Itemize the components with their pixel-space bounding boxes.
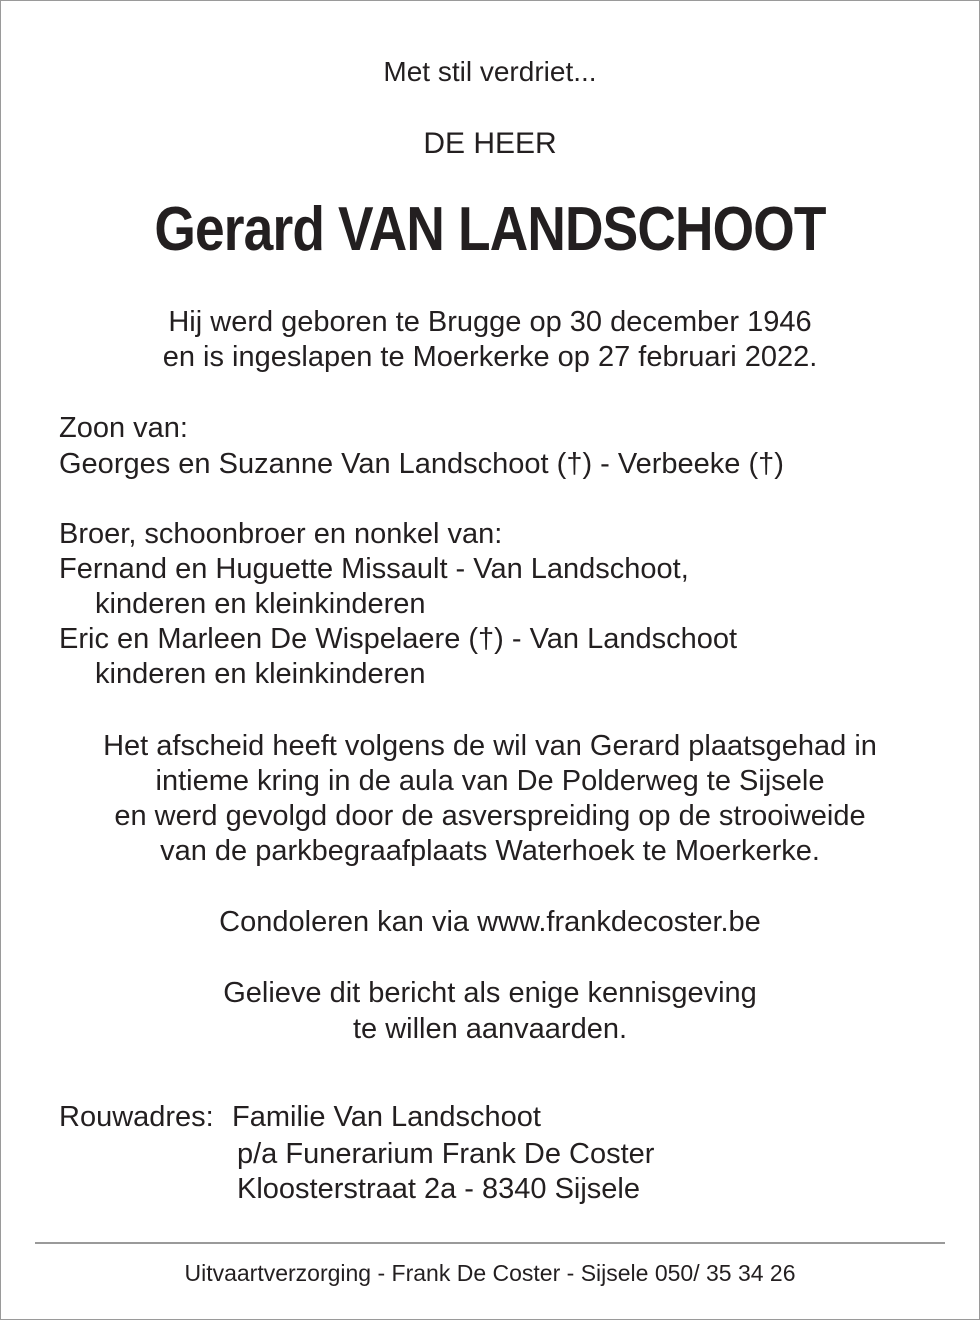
sibling-entry: Eric en Marleen De Wispelaere (†) - Van Landschoot bbox=[59, 623, 738, 655]
siblings-label: Broer, schoonbroer en nonkel van: bbox=[59, 518, 503, 550]
farewell-line: van de parkbegraafplaats Waterhoek te Moerkerke. bbox=[160, 835, 820, 867]
condolences-text: Condoleren kan via www.frankdecoster.be bbox=[219, 906, 761, 938]
footer-divider bbox=[35, 1242, 945, 1244]
farewell-line: intieme kring in de aula van De Polderweg te Sijsele bbox=[155, 765, 825, 797]
deceased-name: Gerard VAN LANDSCHOOT bbox=[154, 195, 826, 264]
mourning-address-line: Kloosterstraat 2a - 8340 Sijsele bbox=[237, 1173, 640, 1205]
honorific: DE HEER bbox=[423, 127, 557, 160]
parents-label: Zoon van: bbox=[59, 412, 188, 444]
death-line: en is ingeslapen te Moerkerke op 27 februari 2022. bbox=[162, 341, 818, 373]
sibling-entry: Fernand en Huguette Missault - Van Landschoot, bbox=[59, 553, 689, 585]
sibling-descendants: kinderen en kleinkinderen bbox=[95, 588, 426, 620]
footer-text: Uitvaartverzorging - Frank De Coster - Sijsele 050/ 35 34 26 bbox=[184, 1260, 796, 1286]
notice-line: te willen aanvaarden. bbox=[352, 1013, 628, 1045]
farewell-line: Het afscheid heeft volgens de wil van Gerard plaatsgehad in bbox=[103, 730, 877, 762]
sibling-descendants: kinderen en kleinkinderen bbox=[95, 658, 426, 690]
farewell-line: en werd gevolgd door de asverspreiding op de strooiweide bbox=[114, 800, 866, 832]
birth-line: Hij werd geboren te Brugge op 30 december 1946 bbox=[168, 306, 812, 338]
intro-text: Met stil verdriet... bbox=[383, 56, 597, 87]
mourning-address-label: Rouwadres: bbox=[59, 1101, 214, 1133]
parents-names: Georges en Suzanne Van Landschoot (†) - Verbeeke (†) bbox=[59, 448, 784, 480]
notice-line: Gelieve dit bericht als enige kennisgeving bbox=[223, 977, 757, 1009]
mourning-address-line: Familie Van Landschoot bbox=[232, 1101, 541, 1133]
mourning-address-line: p/a Funerarium Frank De Coster bbox=[237, 1138, 655, 1170]
